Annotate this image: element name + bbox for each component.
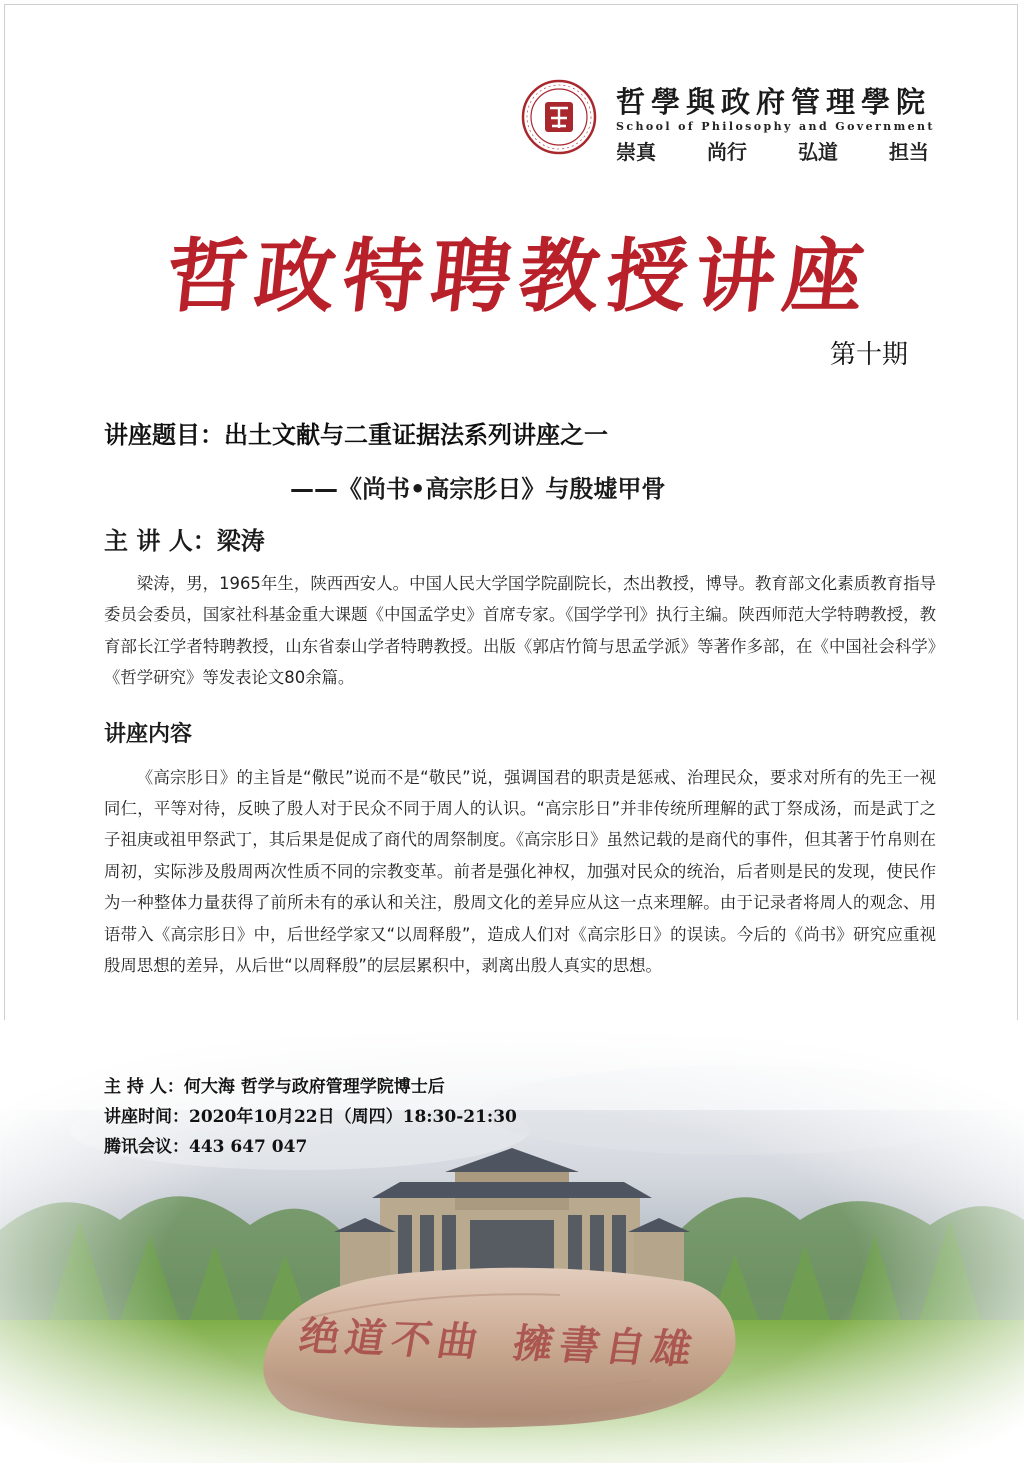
host-line [104, 1072, 517, 1102]
meeting-line [104, 1132, 517, 1162]
time-label: 讲座时间： [104, 1107, 189, 1127]
school-motto [616, 136, 955, 165]
speaker-line [104, 524, 936, 558]
motto-item: 担当 [888, 140, 929, 164]
meeting-id[interactable]: 443 647 047 [189, 1137, 308, 1157]
time-value: 2020年10月22日（周四）18:30-21:30 [189, 1107, 517, 1127]
content-heading: 讲座内容 [104, 721, 193, 747]
school-name-en: School of Philosophy and Government [616, 120, 935, 133]
lecture-content: 《高宗肜日》的主旨是“儆民”说而不是“敬民”说，强调国君的职责是惩戒、治理民众，要求对所有的先王一视同仁，平等对待，反映了殷人对于民众不同于周人的认识。“高宗肜日”并非传统所理解的武丁祭成汤，而是武丁之子祖庚或祖甲祭武丁，其后果是促成了商代的周祭制度。《高宗肜日》虽然记载的是商代的事件，但其著于竹帛则在周初，实际涉及殷周两次性质不同的宗教变革。前者是强化神权，加强对民众的统治，后者则是民的发现，使民作为一种整体力量获得了前所未有的承认和关注，殷周文化的差异应从这一点来理解。由于记录者将周人的观念、用语带入《高宗肜日》中，后世经学家又“以周释殷”，造成人们对《高宗肜日》的误读。今后的《尚书》研究应重视殷周思想的差异，从后世“以周释殷”的层层累积中，剥离出殷人真实的思想。 [104, 767, 936, 976]
lecture-subtitle: ——《尚书•高宗肜日》与殷墟甲骨 [290, 475, 666, 503]
lecture-title-text: 出土文献与二重证据法系列讲座之一 [224, 421, 608, 449]
meeting-label: 腾讯会议： [104, 1137, 189, 1157]
speaker-bio: 梁涛，男，1965年生，陕西西安人。中国人民大学国学院副院长，杰出教授，博导。教育部文化素质教育指导委员会委员，国家社科基金重大课题《中国孟学史》首席专家。《国学学刊》执行主编。陕西师范大学特聘教授，教育部长江学者特聘教授，山东省泰山学者特聘教授。出版《郭店竹简与思孟学派》等著作多部，在《中国社会科学》《哲学研究》等发表论文80余篇。 [104, 574, 936, 688]
issue-number: 第十期 [829, 340, 908, 370]
lecture-title-label: 讲座题目： [104, 421, 224, 449]
host-value: 何大海 哲学与政府管理学院博士后 [183, 1077, 445, 1097]
host-label: 主 持 人： [104, 1077, 184, 1097]
poster-title: 哲政特聘教授讲座 [162, 229, 877, 323]
speaker-name: 梁涛 [216, 527, 265, 555]
time-line [104, 1102, 517, 1132]
school-name-cn: 哲學與政府管理學院 [616, 85, 932, 119]
inscription-line: 绝道不曲 [295, 1312, 488, 1366]
speaker-label: 主 讲 人： [104, 527, 217, 555]
motto-item: 弘道 [797, 140, 838, 164]
event-info [104, 1072, 517, 1162]
motto-item: 崇真 [616, 140, 656, 164]
motto-item: 尚行 [706, 140, 747, 164]
inscription-line: 擁書自雄 [509, 1320, 702, 1374]
lecture-details [104, 418, 936, 981]
lecture-title [104, 418, 936, 452]
school-logo [520, 78, 935, 168]
university-seal-icon [520, 78, 598, 156]
